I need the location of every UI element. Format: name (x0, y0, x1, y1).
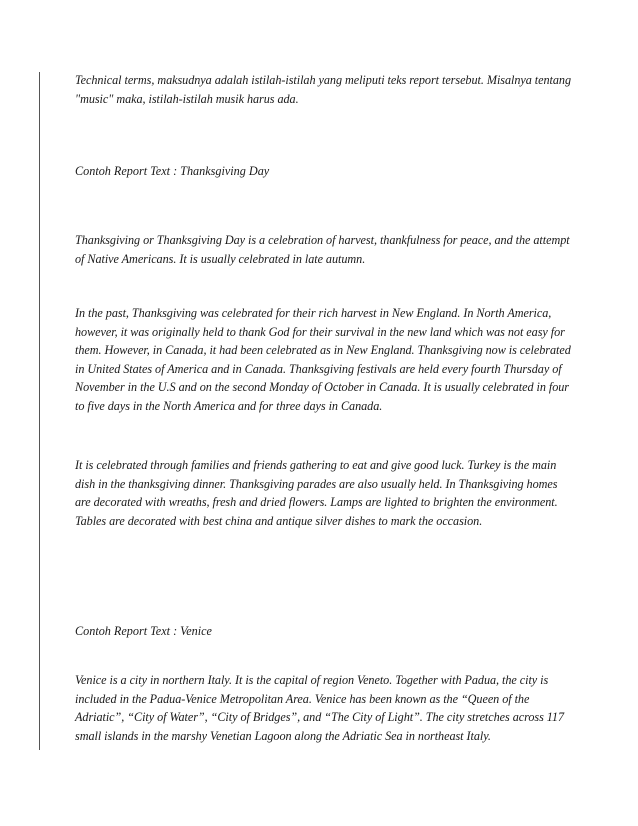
paragraph-thanksgiving-history: In the past, Thanksgiving was celebrated for their rich harvest in New England. In North America, however, it was originally held to thank God for their survival in the new land which was not easy for them. However, in Canada, it had been celebrated as in New England. Thanksgiving now is celebrated in United States of America and in Canada. Thanksgiving festivals are held every fourth Thursday of November in the U.S and on the second Monday of October in Canada. It is usually celebrated in four to five days in the North America and for three days in Canada. (75, 306, 571, 413)
paragraph-thanksgiving-intro: Thanksgiving or Thanksgiving Day is a celebration of harvest, thankfulness for peace, and the attempt of Native Americans. It is usually celebrated in late autumn. (75, 233, 570, 266)
paragraph-thanksgiving-celebration: It is celebrated through families and friends gathering to eat and give good luck. Turkey is the main dish in the thanksgiving dinner. Thanksgiving parades are also usually held. In Thanksgiving homes are decorated with wreaths, fresh and dried flowers. Lamps are lighted to brighten the environment. Tables are decorated with best china and antique silver dishes to mark the occasion. (75, 458, 558, 528)
paragraph-venice: Venice is a city in northern Italy. It is the capital of region Veneto. Together with Padua, the city is included in the Padua-Venice Metropolitan Area. Venice has been known as the “Queen of the Adriatic”, “City of Water”, “City of Bridges”, and “The City of Light”. The city stretches across 117 small islands in the marshy Venetian Lagoon along the Adriatic Sea in northeast Italy. (75, 673, 565, 743)
heading-thanksgiving: Contoh Report Text : Thanksgiving Day (75, 164, 270, 178)
heading-venice: Contoh Report Text : Venice (75, 624, 212, 638)
paragraph-technical-terms: Technical terms, maksudnya adalah istilah-istilah yang meliputi teks report tersebut. Misalnya tentang "music" maka, istilah-istilah musik harus ada. (75, 73, 572, 106)
left-margin-rule (39, 72, 40, 750)
